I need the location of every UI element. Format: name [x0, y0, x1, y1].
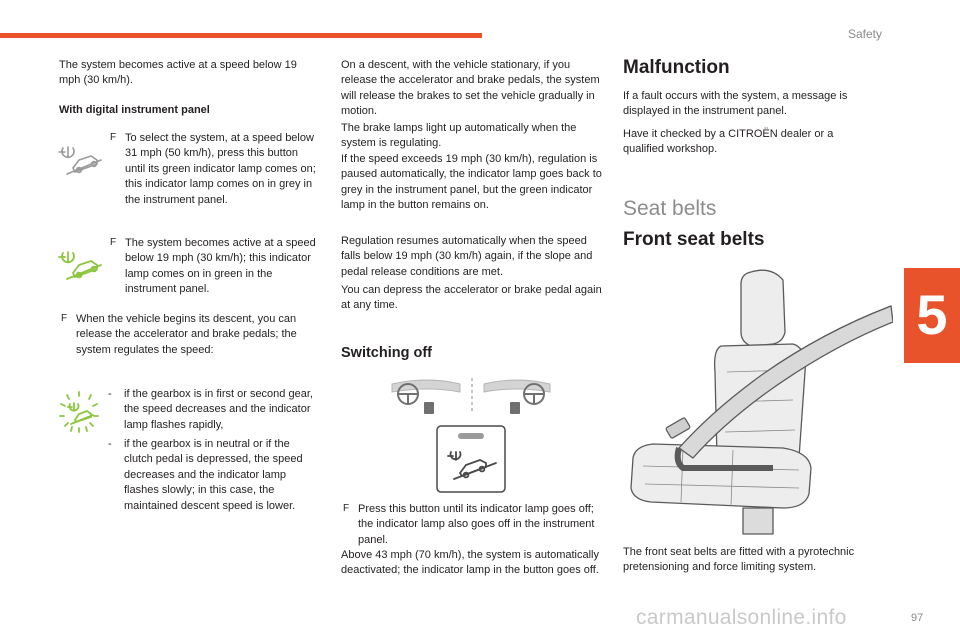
dash-glyph: - — [108, 438, 112, 450]
hill-descent-grey-icon — [57, 142, 103, 176]
bullet-glyph: F — [110, 237, 117, 248]
chapter-tab — [904, 268, 960, 363]
col3-para-1: If a fault occurs with the system, a message is displayed in the instrument panel. — [623, 90, 848, 118]
malfunction-heading: Malfunction — [623, 57, 730, 78]
hill-descent-green-icon — [57, 247, 103, 281]
col2-para-1: On a descent, with the vehicle stationary, if you release the accelerator and brake pedals, the system will release the brakes to set the vehicle gradually in motion. — [341, 59, 600, 118]
front-seat-belt-illustration — [623, 262, 893, 542]
page-number: 97 — [911, 612, 924, 624]
col1-subhead: With digital instrument panel — [59, 104, 210, 116]
col2-para-6: Above 43 mph (70 km/h), the system is automatically deactivated; the indicator lamp in the button goes off. — [341, 549, 599, 577]
switching-off-heading: Switching off — [341, 345, 433, 361]
seat-belts-heading: Seat belts — [623, 197, 717, 220]
col1-intro: The system becomes active at a speed below 19 mph (30 km/h). — [59, 59, 297, 87]
col1-bullet-2: The system becomes active at a speed below 19 mph (30 km/h); this indicator lamp comes on in green in the instrument panel. — [125, 237, 316, 296]
col2-para-4: Regulation resumes automatically when the speed falls below 19 mph (30 km/h) again, if the slope and pedal release conditions are met. — [341, 235, 593, 278]
col2-bullet-1: Press this button until its indicator lamp goes off; the indicator lamp also goes off in the instrument panel. — [358, 503, 595, 546]
col3-para-2: Have it checked by a CITROËN dealer or a qualified workshop. — [623, 128, 834, 156]
header-accent-bar — [0, 33, 482, 38]
col1-dash-2: if the gearbox is in neutral or if the clutch pedal is depressed, the speed decreases and the indicator lamp flashes slowly; in this case, the maintained descent speed is lower. — [124, 438, 303, 512]
steering-wheel-variants-illustration — [388, 376, 556, 416]
bullet-glyph: F — [110, 132, 117, 143]
chapter-number: 5 — [916, 283, 948, 346]
bullet-glyph: F — [343, 503, 350, 514]
col1-dash-1: if the gearbox is in first or second gear, the speed decreases and the indicator lamp flashes rapidly, — [124, 388, 313, 431]
col1-bullet-3: When the vehicle begins its descent, you can release the accelerator and brake pedals; the system regulates the speed: — [76, 313, 297, 356]
hill-descent-flashing-icon — [57, 390, 101, 434]
col2-para-5: You can depress the accelerator or brake pedal again at any time. — [341, 284, 602, 312]
col1-bullet-1: To select the system, at a speed below 31 mph (50 km/h), press this button until its green indicator lamp comes on; this indicator lamp comes on in grey in the instrument panel. — [125, 132, 316, 206]
front-seat-belts-heading: Front seat belts — [623, 229, 765, 250]
col2-para-3: If the speed exceeds 19 mph (30 km/h), regulation is paused automatically, the indicator lamp goes back to grey in the instrument panel, but the green indicator lamp in the button remains on. — [341, 153, 602, 212]
dash-glyph: - — [108, 388, 112, 400]
footer-watermark: carmanualsonline.info — [636, 606, 847, 629]
section-title: Safety — [848, 27, 883, 41]
hill-descent-button — [436, 425, 506, 493]
col3-para-3: The front seat belts are fitted with a pyrotechnic pretensioning and force limiting system. — [623, 546, 855, 574]
col2-para-2: The brake lamps light up automatically when the system is regulating. — [341, 122, 577, 150]
bullet-glyph: F — [61, 313, 68, 324]
